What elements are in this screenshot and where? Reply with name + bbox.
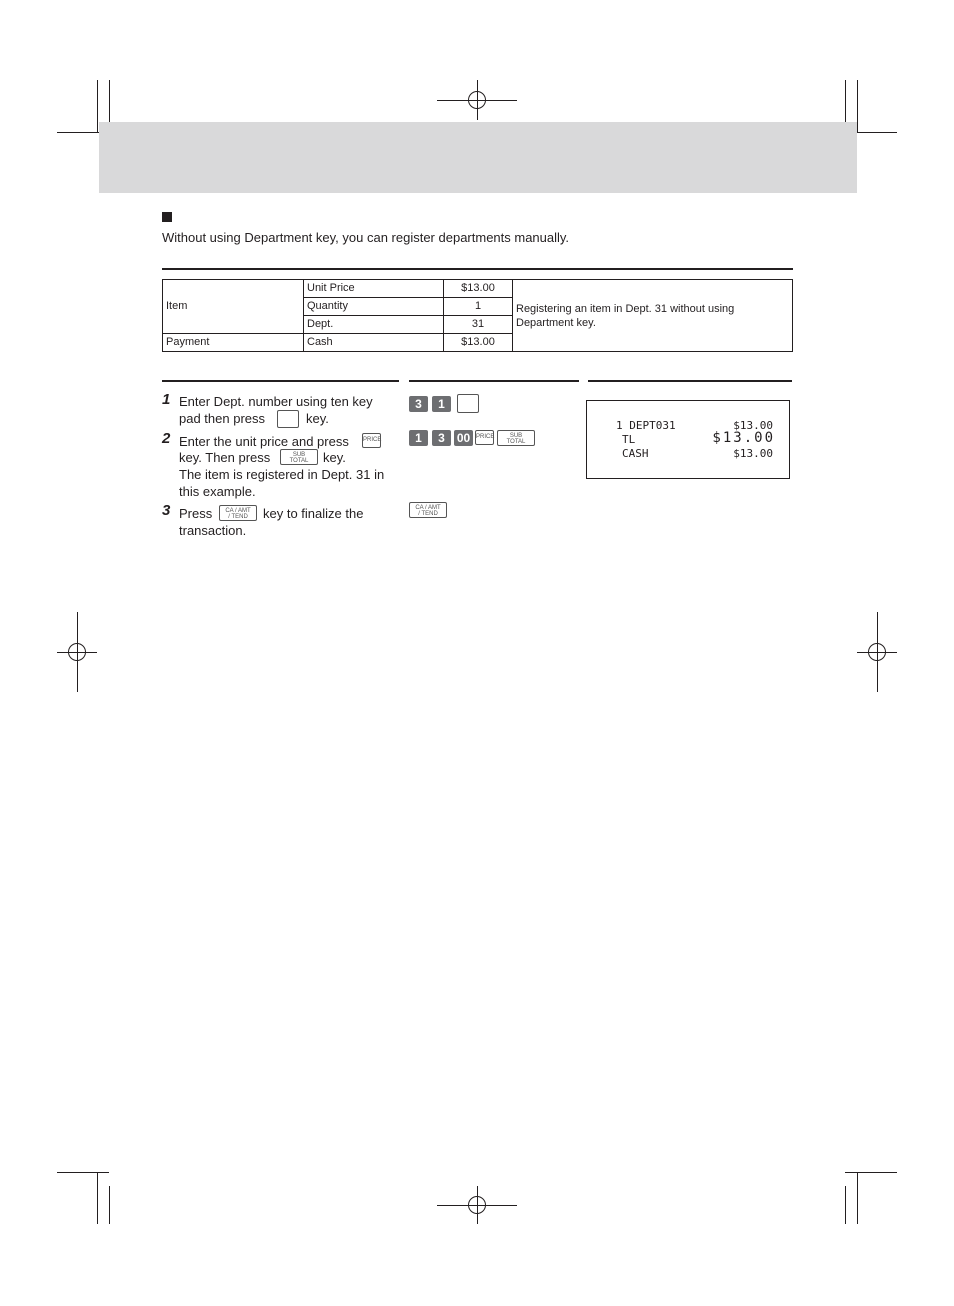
blank-key-icon (457, 394, 479, 413)
receipt-item: 1 DEPT031 (616, 419, 676, 432)
operation-rule (409, 380, 579, 382)
row-value: $13.00 (444, 334, 513, 352)
receipt-item-amount: $13.00 (733, 419, 773, 432)
step-text: pad then press (179, 411, 266, 426)
blank-key-icon (277, 410, 299, 428)
intro-text: Without using Department key, you can register departments manually. (162, 230, 570, 245)
receipt-cash-label: CASH (622, 447, 649, 460)
step-text: transaction. (179, 523, 247, 538)
receipt-total-label: TL (622, 433, 636, 446)
table-rule (162, 268, 793, 270)
row-field: Cash (304, 334, 444, 352)
step-text: key. Then press (179, 450, 271, 465)
step-text: The item is registered in Dept. 31 in (179, 467, 385, 482)
receipt-total-amount: $13.00 (712, 430, 775, 446)
digit-3-key: 3 (432, 430, 451, 446)
subtotal-key-icon: SUB TOTAL (280, 449, 318, 465)
ca-amt-tend-key-icon: CA / AMT / TEND (219, 505, 257, 521)
step-text: Enter the unit price and press (179, 434, 349, 449)
subtotal-key-icon: SUB TOTAL (497, 430, 535, 446)
payment-label: Payment (163, 334, 304, 352)
step-text: Press (179, 506, 213, 521)
step-number: 2 (162, 430, 171, 447)
step-text: this example. (179, 484, 256, 499)
step-text: key. (323, 450, 346, 465)
step-text: Enter Dept. number using ten key (179, 394, 373, 409)
step-text: key. (306, 411, 329, 426)
item-label: Item (163, 280, 304, 334)
table-description: Registering an item in Dept. 31 without using Department key. (513, 280, 793, 352)
row-value: $13.00 (444, 280, 513, 298)
step-number: 3 (162, 502, 171, 519)
section-bullet (162, 212, 172, 222)
price-key-icon: PRICE (475, 430, 494, 445)
header-band (99, 122, 857, 193)
print-rule (588, 380, 792, 382)
table-row (163, 280, 793, 298)
digit-00-key: 00 (454, 430, 473, 446)
step-number: 1 (162, 391, 171, 408)
price-key-icon: PRICE (362, 433, 381, 448)
receipt-cash-amount: $13.00 (733, 447, 773, 460)
row-field: Dept. (304, 316, 444, 334)
procedure-rule (162, 380, 399, 382)
row-field: Quantity (304, 298, 444, 316)
row-field: Unit Price (304, 280, 444, 298)
step-text: key to finalize the (263, 506, 364, 521)
digit-1-key: 1 (432, 396, 451, 412)
condition-table (162, 279, 793, 352)
row-value: 31 (444, 316, 513, 334)
receipt (586, 400, 790, 479)
row-value: 1 (444, 298, 513, 316)
digit-1-key: 1 (409, 430, 428, 446)
digit-3-key: 3 (409, 396, 428, 412)
ca-amt-tend-key-icon: CA / AMT / TEND (409, 502, 447, 518)
